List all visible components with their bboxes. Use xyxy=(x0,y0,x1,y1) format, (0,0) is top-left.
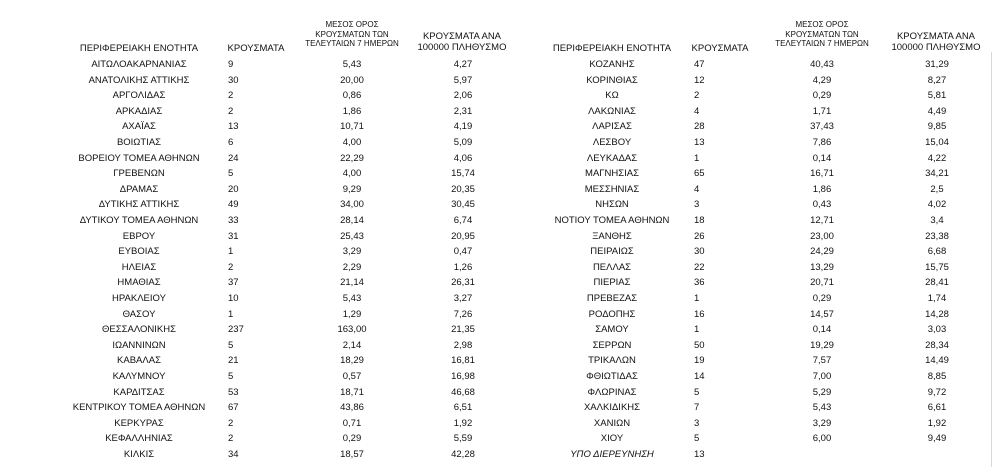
region-name-cell: ΚΑΛΥΜΝΟΥ xyxy=(112,371,166,382)
table-row xyxy=(0,447,1000,463)
cases-cell: 3 xyxy=(694,417,700,429)
table-row xyxy=(0,104,1000,120)
cases-per-100k-cell: 1,26 xyxy=(453,261,473,273)
cases-per-100k-cell: 8,27 xyxy=(927,74,947,86)
cases-cell: 237 xyxy=(228,324,244,336)
region-name-cell: ΚΩ xyxy=(605,90,619,102)
seven-day-average-cell: 163,00 xyxy=(337,324,367,336)
region-name-cell: ΚΙΛΚΙΣ xyxy=(123,449,155,460)
seven-day-average-cell: 6,00 xyxy=(812,433,832,445)
cases-per-100k-cell: 46,68 xyxy=(451,386,475,398)
cases-cell: 47 xyxy=(694,59,705,70)
cases-cell: 1 xyxy=(228,246,234,258)
region-name-cell: ΧΙΟΥ xyxy=(600,433,624,445)
cases-cell: 5 xyxy=(228,339,234,351)
seven-day-average-cell: 3,29 xyxy=(342,246,362,258)
cases-cell: 1 xyxy=(694,324,700,336)
table-row xyxy=(0,353,1000,369)
seven-day-average-cell: 20,00 xyxy=(340,74,364,86)
cases-cell: 30 xyxy=(694,246,705,258)
cases-cell: 2 xyxy=(694,90,700,102)
seven-day-average-cell: 25,43 xyxy=(340,230,364,242)
cases-cell: 26 xyxy=(694,230,705,242)
seven-day-average-cell: 0,71 xyxy=(342,417,362,429)
left-header-avg-line3: ΤΕΛΕΥΤΑΙΩΝ 7 ΗΜΕΡΩΝ xyxy=(305,39,399,48)
table-row xyxy=(0,182,1000,198)
seven-day-average-cell: 21,14 xyxy=(340,277,364,289)
cases-per-100k-cell: 14,28 xyxy=(925,308,949,320)
seven-day-average-cell: 1,29 xyxy=(342,308,362,320)
right-header-avg xyxy=(764,20,880,49)
cases-cell: 5 xyxy=(694,386,700,398)
table-row xyxy=(0,119,1000,135)
region-name-cell: ΦΘΙΩΤΙΔΑΣ xyxy=(586,371,638,382)
cases-per-100k-cell: 4,27 xyxy=(453,59,473,70)
cases-cell: 3 xyxy=(694,199,700,211)
cases-cell: 24 xyxy=(228,152,239,164)
region-name-cell: ΚΕΡΚΥΡΑΣ xyxy=(114,417,164,429)
table-row xyxy=(0,291,1000,307)
cases-per-100k-cell: 8,85 xyxy=(927,371,947,382)
cases-per-100k-cell: 7,26 xyxy=(453,308,473,320)
cases-per-100k-cell: 6,68 xyxy=(927,246,947,258)
table-row xyxy=(0,229,1000,245)
region-name-cell: ΜΕΣΣΗΝΙΑΣ xyxy=(584,183,640,195)
region-name-cell: ΑΡΚΑΔΙΑΣ xyxy=(115,105,163,117)
region-name-cell: ΧΑΝΙΩΝ xyxy=(593,417,631,429)
cases-cell: 2 xyxy=(228,417,234,429)
seven-day-average-cell: 0,43 xyxy=(812,199,832,211)
seven-day-average-cell: 9,29 xyxy=(342,183,362,195)
left-header-region: ΠΕΡΙΦΕΡΕΙΑΚΗ ΕΝΟΤΗΤΑ xyxy=(79,43,199,54)
seven-day-average-cell: 2,14 xyxy=(342,339,362,351)
cases-per-100k-cell: 4,22 xyxy=(927,152,947,164)
region-name-cell: ΑΝΑΤΟΛΙΚΗΣ ΑΤΤΙΚΗΣ xyxy=(88,74,190,86)
region-name-cell: ΗΡΑΚΛΕΙΟΥ xyxy=(112,293,166,304)
table-row xyxy=(0,369,1000,385)
table-row xyxy=(0,73,1000,89)
table-row xyxy=(0,385,1000,401)
cases-per-100k-cell: 1,92 xyxy=(453,417,473,429)
right-header-avg-line2: ΚΡΟΥΣΜΑΤΩΝ ΤΩΝ xyxy=(785,29,859,39)
cases-per-100k-cell: 34,21 xyxy=(925,168,949,180)
region-name-cell: ΛΑΚΩΝΙΑΣ xyxy=(588,105,636,117)
region-name-cell: ΔΥΤΙΚΟΥ ΤΟΜΕΑ ΑΘΗΝΩΝ xyxy=(79,215,199,226)
left-header-avg-line1: ΜΕΣΟΣ ΟΡΟΣ xyxy=(325,20,379,29)
cases-per-100k-cell: 15,04 xyxy=(925,137,949,148)
seven-day-average-cell: 3,29 xyxy=(812,417,832,429)
region-name-cell: ΚΟΖΑΝΗΣ xyxy=(589,59,635,70)
table-row xyxy=(0,400,1000,416)
seven-day-average-cell: 22,29 xyxy=(340,152,364,164)
region-name-cell: ΑΙΤΩΛΟΑΚΑΡΝΑΝΙΑΣ xyxy=(91,59,187,70)
cases-per-100k-cell: 26,31 xyxy=(451,277,475,289)
cases-per-100k-cell: 2,98 xyxy=(453,339,473,351)
region-name-cell: ΗΛΕΙΑΣ xyxy=(121,261,157,273)
table-row xyxy=(0,322,1000,338)
seven-day-average-cell: 0,86 xyxy=(342,90,362,102)
cases-per-100k-cell: 2,5 xyxy=(930,183,944,195)
seven-day-average-cell: 12,71 xyxy=(810,215,834,226)
cases-per-100k-cell: 6,51 xyxy=(453,402,473,414)
region-name-cell: ΑΡΓΟΛΙΔΑΣ xyxy=(112,90,166,102)
cases-per-100k-cell: 4,49 xyxy=(927,105,947,117)
region-name-cell: ΕΒΡΟΥ xyxy=(122,230,156,242)
region-name-cell: ΚΑΡΔΙΤΣΑΣ xyxy=(113,386,165,398)
cases-per-100k-cell: 9,72 xyxy=(927,386,947,398)
cases-cell: 37 xyxy=(228,277,239,289)
seven-day-average-cell: 23,00 xyxy=(810,230,834,242)
cases-cell: 30 xyxy=(228,74,239,86)
cases-per-100k-cell: 30,45 xyxy=(451,199,475,211)
seven-day-average-cell: 4,00 xyxy=(342,168,362,180)
cases-cell: 22 xyxy=(694,261,705,273)
region-name-cell: ΙΩΑΝΝΙΝΩΝ xyxy=(112,339,166,351)
region-name-cell: ΦΛΩΡΙΝΑΣ xyxy=(587,386,637,398)
region-name-cell: ΠΕΙΡΑΙΩΣ xyxy=(590,246,634,258)
cases-per-100k-cell: 21,35 xyxy=(451,324,475,336)
seven-day-average-cell: 0,29 xyxy=(342,433,362,445)
table-row xyxy=(0,166,1000,182)
seven-day-average-cell: 40,43 xyxy=(810,59,834,70)
seven-day-average-cell: 7,86 xyxy=(812,137,832,148)
table-row xyxy=(0,307,1000,323)
cases-cell: 2 xyxy=(228,433,234,445)
table-row xyxy=(0,151,1000,167)
seven-day-average-cell: 0,29 xyxy=(812,90,832,102)
cases-per-100k-cell: 16,98 xyxy=(451,371,475,382)
left-header-per100k xyxy=(412,31,512,53)
region-name-cell: ΛΕΥΚΑΔΑΣ xyxy=(586,152,638,164)
region-name-cell: ΗΜΑΘΙΑΣ xyxy=(117,277,161,289)
cases-cell: 20 xyxy=(228,183,239,195)
region-name-cell: ΡΟΔΟΠΗΣ xyxy=(588,308,636,320)
region-name-cell: ΘΕΣΣΑΛΟΝΙΚΗΣ xyxy=(102,324,176,336)
cases-cell: 5 xyxy=(228,371,234,382)
seven-day-average-cell: 7,00 xyxy=(812,371,832,382)
region-name-cell: ΠΕΛΛΑΣ xyxy=(592,261,632,273)
cases-per-100k-cell: 9,85 xyxy=(927,121,947,133)
cases-cell: 2 xyxy=(228,90,234,102)
table-row xyxy=(0,338,1000,354)
cases-cell: 4 xyxy=(694,183,700,195)
cases-per-100k-cell: 42,28 xyxy=(451,449,475,460)
cases-cell: 19 xyxy=(694,355,705,367)
region-name-cell: ΚΟΡΙΝΘΙΑΣ xyxy=(586,74,638,86)
cases-cell: 50 xyxy=(694,339,705,351)
seven-day-average-cell: 18,71 xyxy=(340,386,364,398)
table-row xyxy=(0,275,1000,291)
region-name-cell: ΝΗΣΩΝ xyxy=(595,199,629,211)
seven-day-average-cell: 37,43 xyxy=(810,121,834,133)
cases-per-100k-cell: 4,19 xyxy=(453,121,473,133)
cases-per-100k-cell: 5,59 xyxy=(453,433,473,445)
seven-day-average-cell: 0,14 xyxy=(812,324,832,336)
cases-per-100k-cell: 1,74 xyxy=(927,293,947,304)
seven-day-average-cell: 0,14 xyxy=(812,152,832,164)
cases-cell: 49 xyxy=(228,199,239,211)
region-name-cell: ΚΕΝΤΡΙΚΟΥ ΤΟΜΕΑ ΑΘΗΝΩΝ xyxy=(72,402,206,414)
cases-per-100k-cell: 5,81 xyxy=(927,90,947,102)
seven-day-average-cell: 4,00 xyxy=(342,137,362,148)
region-name-cell: ΠΙΕΡΙΑΣ xyxy=(593,277,631,289)
cases-cell: 13 xyxy=(694,137,705,148)
seven-day-average-cell: 1,86 xyxy=(812,183,832,195)
cases-cell: 14 xyxy=(694,371,705,382)
cases-cell: 53 xyxy=(228,386,239,398)
cases-cell: 7 xyxy=(694,402,700,414)
table-row xyxy=(0,213,1000,229)
seven-day-average-cell: 24,29 xyxy=(810,246,834,258)
region-name-cell: ΥΠΟ ΔΙΕΡΕΥΝΗΣΗ xyxy=(570,449,654,460)
cases-per-100k-cell: 2,06 xyxy=(453,90,473,102)
region-name-cell: ΑΧΑΪΑΣ xyxy=(122,121,156,133)
cases-cell: 36 xyxy=(694,277,705,289)
cases-cell: 4 xyxy=(694,105,700,117)
cases-per-100k-cell: 9,49 xyxy=(927,433,947,445)
seven-day-average-cell: 34,00 xyxy=(340,199,364,211)
cases-cell: 6 xyxy=(228,137,234,148)
cases-cell: 18 xyxy=(694,215,705,226)
table-row xyxy=(0,57,1000,73)
cases-per-100k-cell: 15,75 xyxy=(925,261,949,273)
cases-per-100k-cell: 4,06 xyxy=(453,152,473,164)
seven-day-average-cell: 0,29 xyxy=(812,293,832,304)
left-header-avg xyxy=(296,20,408,49)
cases-cell: 31 xyxy=(228,230,239,242)
cases-per-100k-cell: 0,47 xyxy=(453,246,473,258)
cases-per-100k-cell: 16,81 xyxy=(451,355,475,367)
seven-day-average-cell: 14,57 xyxy=(810,308,834,320)
cases-cell: 1 xyxy=(694,152,700,164)
right-header-per-line2: 100000 ΠΛΗΘΥΣΜΟ xyxy=(891,42,981,53)
cases-cell: 65 xyxy=(694,168,705,180)
table-row xyxy=(0,416,1000,432)
cases-cell: 21 xyxy=(228,355,239,367)
seven-day-average-cell: 5,29 xyxy=(812,386,832,398)
cases-per-100k-cell: 14,49 xyxy=(925,355,949,367)
region-name-cell: ΓΡΕΒΕΝΩΝ xyxy=(113,168,165,180)
left-header-per-line1: ΚΡΟΥΣΜΑΤΑ ΑΝΑ xyxy=(422,31,502,42)
seven-day-average-cell: 5,43 xyxy=(342,59,362,70)
seven-day-average-cell: 13,29 xyxy=(810,261,834,273)
right-header-avg-line3: ΤΕΛΕΥΤΑΙΩΝ 7 ΗΜΕΡΩΝ xyxy=(775,39,869,48)
left-header-avg-line2: ΚΡΟΥΣΜΑΤΩΝ ΤΩΝ xyxy=(315,29,389,39)
seven-day-average-cell: 2,29 xyxy=(342,261,362,273)
cases-per-100k-cell: 15,74 xyxy=(451,168,475,180)
cases-cell: 13 xyxy=(228,121,239,133)
cases-per-100k-cell: 6,74 xyxy=(453,215,473,226)
cases-cell: 2 xyxy=(228,105,234,117)
cases-cell: 13 xyxy=(694,449,705,460)
cases-per-100k-cell: 28,34 xyxy=(925,339,949,351)
region-name-cell: ΘΑΣΟΥ xyxy=(122,308,156,320)
cases-cell: 5 xyxy=(694,433,700,445)
region-name-cell: ΕΥΒΟΙΑΣ xyxy=(118,246,160,258)
cases-cell: 12 xyxy=(694,74,705,86)
region-name-cell: ΚΕΦΑΛΛΗΝΙΑΣ xyxy=(105,433,173,445)
seven-day-average-cell: 1,86 xyxy=(342,105,362,117)
region-name-cell: ΒΟΙΩΤΙΑΣ xyxy=(116,137,162,148)
right-header-cases: ΚΡΟΥΣΜΑΤΑ xyxy=(691,43,749,54)
right-header-avg-line1: ΜΕΣΟΣ ΟΡΟΣ xyxy=(795,20,849,29)
cases-per-100k-cell: 28,41 xyxy=(925,277,949,289)
cases-per-100k-cell: 5,97 xyxy=(453,74,473,86)
region-name-cell: ΒΟΡΕΙΟΥ ΤΟΜΕΑ ΑΘΗΝΩΝ xyxy=(78,152,200,164)
seven-day-average-cell: 18,57 xyxy=(340,449,364,460)
cases-cell: 33 xyxy=(228,215,239,226)
seven-day-average-cell: 19,29 xyxy=(810,339,834,351)
region-name-cell: ΜΑΓΝΗΣΙΑΣ xyxy=(585,168,639,180)
right-header-region: ΠΕΡΙΦΕΡΕΙΑΚΗ ΕΝΟΤΗΤΑ xyxy=(552,43,672,54)
seven-day-average-cell: 0,57 xyxy=(342,371,362,382)
cases-cell: 1 xyxy=(694,293,700,304)
region-name-cell: ΔΡΑΜΑΣ xyxy=(119,183,159,195)
seven-day-average-cell: 4,29 xyxy=(812,74,832,86)
table-row xyxy=(0,244,1000,260)
region-name-cell: ΞΑΝΘΗΣ xyxy=(592,230,632,242)
region-name-cell: ΛΕΣΒΟΥ xyxy=(592,137,632,148)
cases-per-100k-cell: 3,27 xyxy=(453,293,473,304)
region-name-cell: ΔΥΤΙΚΗΣ ΑΤΤΙΚΗΣ xyxy=(98,199,180,211)
seven-day-average-cell: 16,71 xyxy=(810,168,834,180)
cases-per-100k-cell: 4,02 xyxy=(927,199,947,211)
cases-per-100k-cell: 3,4 xyxy=(930,215,944,226)
table-row xyxy=(0,431,1000,447)
cases-per-100k-cell: 20,35 xyxy=(451,183,475,195)
region-name-cell: ΠΡΕΒΕΖΑΣ xyxy=(586,293,638,304)
cases-cell: 1 xyxy=(228,308,234,320)
seven-day-average-cell: 18,29 xyxy=(340,355,364,367)
table-row xyxy=(0,135,1000,151)
table-row xyxy=(0,260,1000,276)
table-row xyxy=(0,88,1000,104)
region-name-cell: ΤΡΙΚΑΛΩΝ xyxy=(588,355,636,367)
cases-cell: 34 xyxy=(228,449,239,460)
cases-cell: 2 xyxy=(228,261,234,273)
region-name-cell: ΚΑΒΑΛΑΣ xyxy=(117,355,161,367)
seven-day-average-cell: 1,71 xyxy=(812,105,832,117)
cases-per-100k-cell: 31,29 xyxy=(925,59,949,70)
region-name-cell: ΣΕΡΡΩΝ xyxy=(592,339,632,351)
seven-day-average-cell: 5,43 xyxy=(342,293,362,304)
left-header-per-line2: 100000 ΠΛΗΘΥΣΜΟ xyxy=(417,42,507,53)
cases-per-100k-cell: 20,95 xyxy=(451,230,475,242)
cases-per-100k-cell: 5,09 xyxy=(453,137,473,148)
seven-day-average-cell: 7,57 xyxy=(812,355,832,367)
region-name-cell: ΧΑΛΚΙΔΙΚΗΣ xyxy=(583,402,641,414)
seven-day-average-cell: 10,71 xyxy=(340,121,364,133)
seven-day-average-cell: 28,14 xyxy=(340,215,364,226)
cases-per-100k-cell: 23,38 xyxy=(925,230,949,242)
left-header-cases: ΚΡΟΥΣΜΑΤΑ xyxy=(227,43,285,54)
right-header-per100k xyxy=(884,31,988,53)
region-name-cell: ΣΑΜΟΥ xyxy=(595,324,629,336)
cases-per-100k-cell: 2,31 xyxy=(453,105,473,117)
table-row xyxy=(0,197,1000,213)
cases-per-100k-cell: 3,03 xyxy=(927,324,947,336)
region-name-cell: ΛΑΡΙΣΑΣ xyxy=(592,121,632,133)
cases-cell: 9 xyxy=(228,59,234,70)
right-header-per-line1: ΚΡΟΥΣΜΑΤΑ ΑΝΑ xyxy=(896,31,976,42)
seven-day-average-cell: 5,43 xyxy=(812,402,832,414)
cases-cell: 67 xyxy=(228,402,239,414)
seven-day-average-cell: 43,86 xyxy=(340,402,364,414)
cases-cell: 10 xyxy=(228,293,239,304)
cases-per-100k-cell: 1,92 xyxy=(927,417,947,429)
cases-cell: 5 xyxy=(228,168,234,180)
seven-day-average-cell: 20,71 xyxy=(810,277,834,289)
cases-cell: 16 xyxy=(694,308,705,320)
cases-cell: 28 xyxy=(694,121,705,133)
cases-per-100k-cell: 6,61 xyxy=(927,402,947,414)
region-name-cell: ΝΟΤΙΟΥ ΤΟΜΕΑ ΑΘΗΝΩΝ xyxy=(554,215,670,226)
